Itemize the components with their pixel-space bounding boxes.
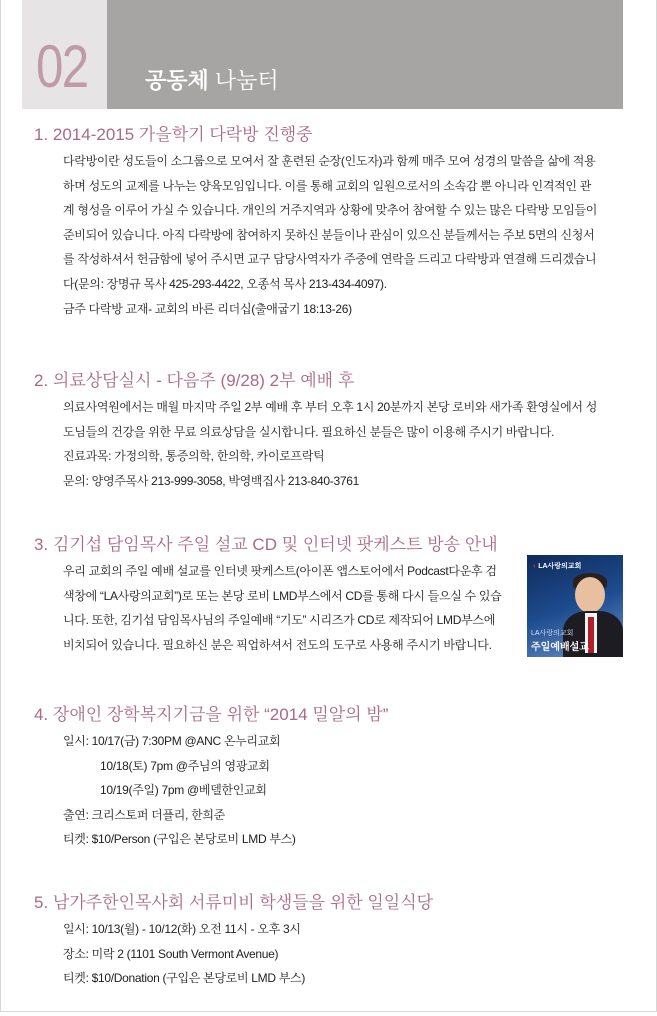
notice-line: 티켓: $10/Person (구입은 본당로비 LMD 부스) [63,832,296,847]
notice-1 [30,124,630,321]
notice-line: 비치되어 있습니다. 필요하신 분은 픽업하셔서 전도의 도구로 사용해 주시기 바랍니다. [63,637,492,652]
notice-line: 장소: 미락 2 (1101 South Vermont Avenue) [63,946,279,961]
notice-line: 10/18(토) 7pm @주님의 영광교회 [100,758,270,773]
notice-line: 진료과목: 가정의학, 통증의학, 한의학, 카이로프락틱 [63,449,325,464]
notice-line: 색창에 “LA사랑의교회”)로 또는 본당 로비 LMD부스에서 CD를 통해 다시 들으실 수 있습 [63,588,502,603]
notice-heading: 1. 2014-2015 가을학기 다락방 진행중 [34,125,313,144]
notice-line: 다(문의: 장명규 목사 425-293-4422, 오종석 목사 213-434-4097). [63,276,387,291]
notice-line: 준비되어 있습니다. 아직 다락방에 참여하지 못하신 분들이나 관심이 있으신 분들께서는 주보 5면의 신청서 [63,227,595,242]
notice-line: 출연: 크리스토퍼 더플리, 한희준 [63,807,225,822]
notice-line: 우리 교회의 주일 예배 설교를 인터넷 팟케스트(아이폰 앱스토어에서 Podcast다운후 검 [63,564,497,578]
notice-line: 10/19(주일) 7pm @베델한인교회 [100,783,267,798]
image-caption-small: LA사랑의교회 [531,630,574,637]
notice-line: 니다. 또한, 김기섭 담임목사님의 주일예배 “기도” 시리즈가 CD로 제작되어 LMD부스에 [63,613,495,628]
title-bold: 공동체 [145,68,209,93]
image-caption-large: 주일예배설교 [531,642,589,653]
sermon-podcast-image [527,555,623,657]
church-logo: ◖ LA사랑의교회 [532,563,582,570]
notice-line: 문의: 양영주목사 213-999-3058, 박영백집사 213-840-3761 [63,473,359,488]
page-title [145,66,279,96]
notice-line: 도님들의 건강을 위한 무료 의료상담을 실시합니다. 필요하신 분들은 많이 이용해 주시기 바랍니다. [63,424,555,439]
notice-heading: 3. 김기섭 담임목사 주일 설교 CD 및 인터넷 팟케스트 방송 안내 [34,535,498,554]
notice-line: 금주 다락방 교재- 교회의 바른 리더십(출애굽기 18:13-26) [63,301,352,316]
section-number: 02 [36,33,88,100]
title-light: 나눔터 [214,68,279,93]
notice-line: 다락방이란 성도들이 소그룹으로 모여서 잘 훈련된 순장(인도자)과 함께 매주 모여 성경의 말씀을 삶에 적용 [63,154,596,168]
notice-heading: 4. 장애인 장학복지기금을 위한 “2014 밀알의 밤” [34,705,389,724]
pastor-face [575,577,605,613]
notice-line: 일시: 10/13(월) - 10/12(화) 오전 11시 - 오후 3시 [63,922,301,936]
notice-line: 하며 성도의 교제를 나누는 양육모임입니다. 이를 통해 교회의 일원으로서의 소속감 뿐 아니라 인격적인 관 [63,178,592,193]
notice-heading: 2. 의료상담실시 - 다음주 (9/28) 2부 예배 후 [34,371,355,390]
notice-line: 티켓: $10/Donation (구입은 본당로비 LMD 부스) [63,971,306,986]
notice-line: 계 형성을 이루어 가실 수 있습니다. 개인의 거주지역과 상황에 맞추어 참여할 수 있는 많은 다락방 모임들이 [63,203,598,218]
notice-line: 를 작성하셔서 헌금함에 넣어 주시면 교구 담당사역자가 주중에 연락을 드리고 다락방과 연결해 드리겠습니 [63,252,597,267]
notice-5 [30,892,630,991]
notice-heading: 5. 남가주한인목사회 서류미비 학생들을 위한 일일식당 [34,893,434,912]
notice-4 [30,704,630,852]
notice-line: 의료사역원에서는 매월 마지막 주일 2부 예배 후 부터 오후 1시 20분까지 본당 로비와 새가족 환영실에서 성 [63,400,597,414]
notice-line: 일시: 10/17(금) 7:30PM @ANC 온누리교회 [63,734,281,748]
notice-2 [30,370,630,493]
